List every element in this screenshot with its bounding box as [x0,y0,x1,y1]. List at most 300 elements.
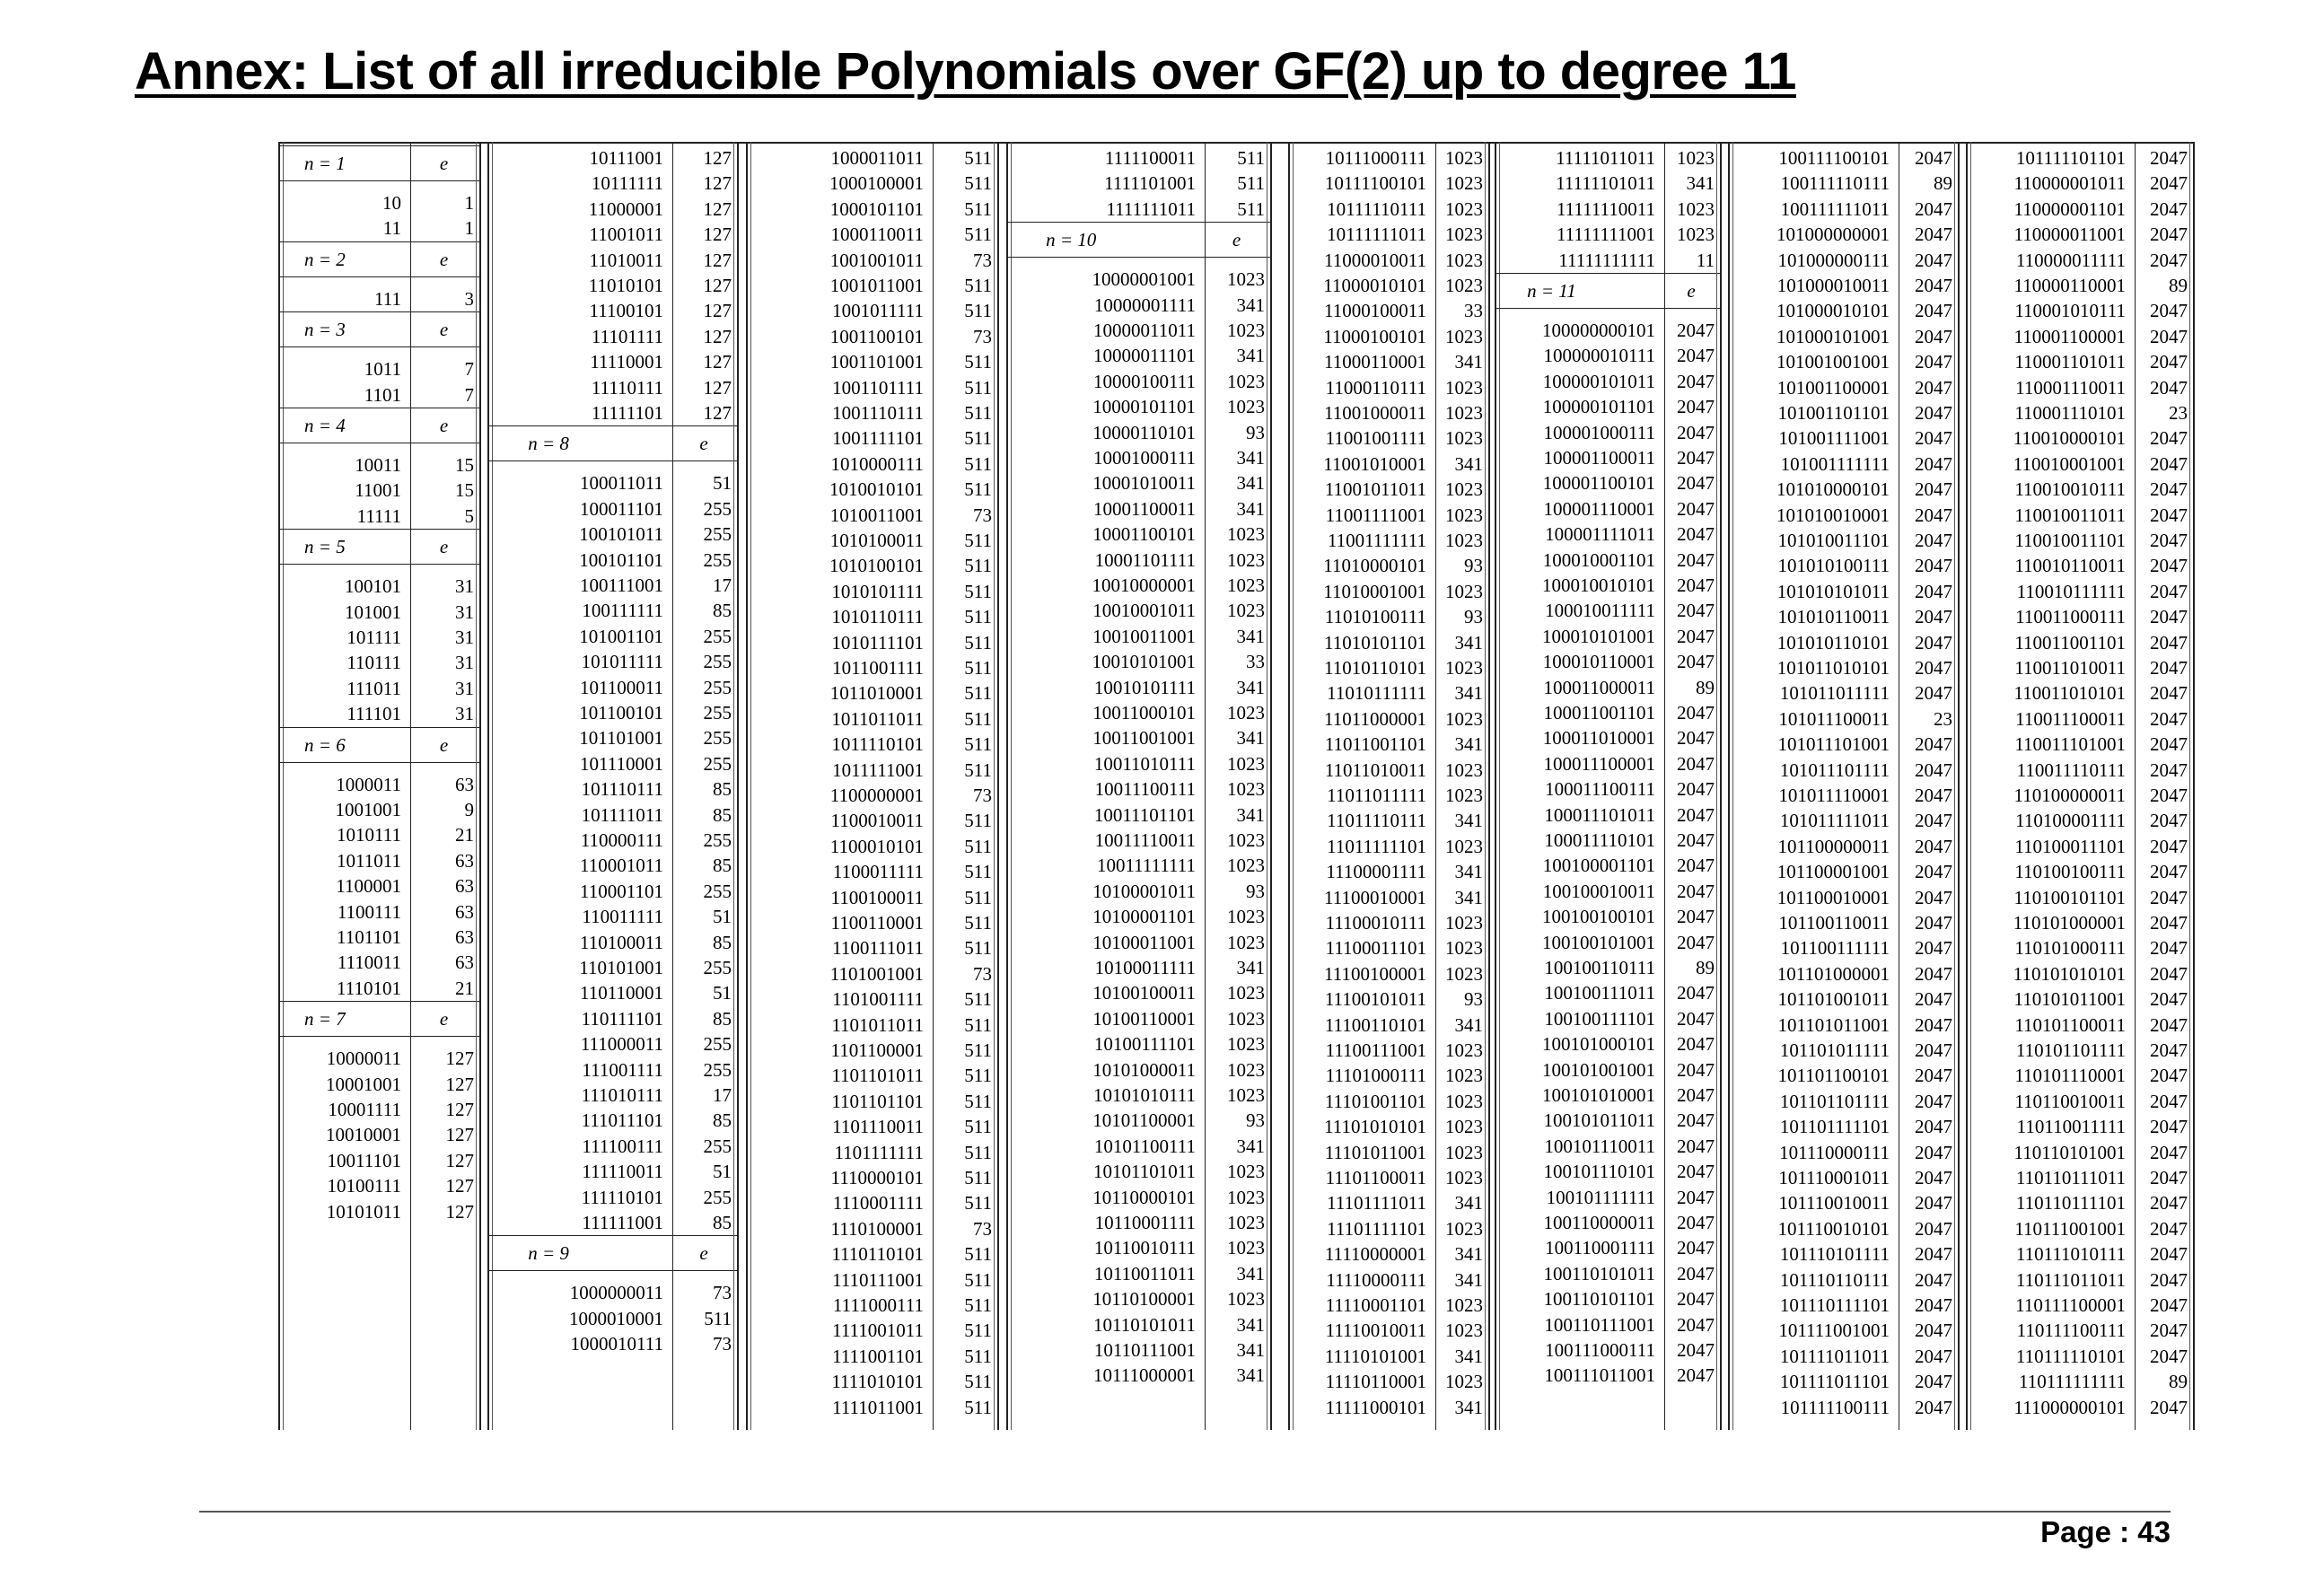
table-row [1290,1013,1488,1038]
polynomial-value: 10011101 [327,1149,401,1171]
exponent-value: 2047 [2150,835,2188,857]
polynomial-value: 101100110011 [1778,912,1890,934]
polynomial-value: 1101101101 [831,1090,924,1112]
table-row [1968,1293,2193,1318]
table-row [489,400,737,425]
polynomial-value: 101100010001 [1776,886,1890,908]
polynomial-value: 1100001 [336,875,401,898]
table-row [489,1031,737,1057]
table-row [1730,145,1958,171]
table-row [489,1306,737,1331]
exponent-value: 2047 [1915,504,1952,526]
polynomial-value: 11101111 [591,325,663,347]
table-row [748,680,997,706]
table-row [1968,1344,2193,1369]
exponent-value: 255 [703,651,732,673]
page-number [2040,1515,2171,1549]
table-row [1496,343,1720,368]
polynomial-value: 11000110001 [1324,351,1426,373]
table-row [1730,935,1958,960]
table-row [489,1108,737,1133]
exponent-value: 2047 [2150,224,2188,246]
polynomial-value: 1011111001 [832,759,924,781]
exponent-value: 255 [703,957,732,978]
table-row [1008,904,1270,929]
table-row [748,400,997,425]
exponent-value: 1023 [1227,702,1265,723]
exponent-value: 2047 [1677,829,1715,851]
polynomial-value: 11011011111 [1327,785,1426,806]
polynomial-value: 1010101111 [831,580,924,602]
polynomial-value: 101101001011 [1777,988,1890,1011]
exponent-value: 127 [703,224,732,246]
polynomial-value: 101000000111 [1777,249,1890,271]
polynomial-value: 10110100001 [1092,1288,1196,1311]
polynomial-value: 100011100111 [1545,778,1655,801]
exponent-value: 17 [713,1084,732,1106]
degree-header [280,727,479,763]
exponent-value: 511 [964,606,992,628]
polynomial-value: 110011111 [582,906,663,928]
table-row [1968,1038,2193,1063]
degree-header [280,1001,479,1037]
table-row [1290,630,1488,655]
table-row [1730,324,1958,349]
table-row [1968,503,2193,528]
table-row [280,574,479,599]
exponent-value: 2047 [2150,452,2188,475]
polynomial-value: 100000101101 [1542,396,1655,418]
polynomial-value: 1100111 [337,900,401,923]
table-row [489,1006,737,1031]
exponent-value: 2047 [1677,396,1715,418]
exponent-value: 2047 [1677,855,1715,877]
polynomial-value: 101110111101 [1779,1294,1890,1316]
exponent-value: 2047 [2150,249,2188,271]
exponent-value: 511 [964,197,992,220]
polynomial-value: 100111100101 [1778,147,1890,169]
table-row [1290,910,1488,935]
polynomial-value: 10000011 [326,1048,401,1070]
exponent-value: 51 [713,472,732,495]
table-row [280,772,479,797]
exponent-value: 2047 [1677,497,1715,520]
table-row [489,624,737,649]
exponent-value: 1023 [1445,580,1483,602]
exponent-value: 1023 [1677,197,1715,220]
exponent-value: 2047 [2150,912,2188,934]
table-row [1008,879,1270,904]
polynomial-value: 11111111001 [1556,224,1655,246]
polynomial-value: 101110001011 [1778,1167,1890,1188]
exponent-value: 2047 [2150,172,2188,195]
exponent-value: 2047 [1677,345,1715,367]
exponent-value: 2047 [1915,1345,1952,1367]
table-row [1008,1159,1270,1184]
polynomial-value: 1011110101 [831,733,924,756]
exponent-value: 1023 [1445,147,1483,169]
table-row [1496,1083,1720,1108]
polynomial-value: 110101010101 [2013,962,2126,985]
polynomial-value: 110110101001 [2013,1141,2126,1163]
table-row [1008,145,1270,171]
table-row [1968,706,2193,732]
table-row [1968,630,2193,655]
exponent-value: 511 [964,580,992,602]
polynomial-value: 101001001001 [1776,351,1890,373]
table-row [1730,758,1958,783]
exponent-value: 2047 [2150,1268,2188,1291]
polynomial-value: 10001010011 [1092,472,1196,495]
polynomial-value: 110010000101 [2013,427,2126,450]
polynomial-value: 1111000111 [832,1294,924,1316]
exponent-value: 511 [964,300,992,322]
polynomial-value: 101110010011 [1778,1192,1890,1215]
exponent-value: 93 [1464,606,1483,628]
degree-header [280,311,479,347]
table-row [748,145,997,171]
table-row [748,553,997,578]
polynomial-value: 11101111101 [1327,1217,1426,1240]
table-row [1730,783,1958,808]
exponent-value: 511 [964,733,992,756]
exponent-value: 1023 [1227,600,1265,622]
polynomial-value: 101111001001 [1778,1320,1890,1342]
exponent-header: e [1232,229,1241,251]
polynomial-value: 100110001111 [1545,1237,1655,1259]
polynomial-value: 100000101011 [1542,370,1655,392]
exponent-value: 2047 [2150,810,2188,832]
table-row [1008,171,1270,196]
polynomial-value: 110010011011 [2014,504,2126,526]
polynomial-value: 10000101101 [1092,396,1196,418]
exponent-value: 2047 [1915,1192,1952,1215]
table-row [489,853,737,878]
exponent-value: 2047 [2150,631,2188,653]
exponent-value: 341 [1454,1192,1483,1215]
table-row [1008,369,1270,394]
exponent-value: 1023 [1445,1294,1483,1316]
polynomial-value: 1001001 [335,799,401,820]
exponent-value: 63 [455,900,474,923]
polynomial-value: 11010001001 [1323,580,1426,602]
polynomial-value: 101000010011 [1776,275,1890,296]
exponent-value: 2047 [1677,803,1715,826]
polynomial-value: 11000110111 [1325,376,1426,399]
polynomial-value: 1001100101 [829,325,924,347]
polynomial-value: 101001111001 [1778,427,1890,450]
table-row [1968,171,2193,196]
polynomial-value: 100001100011 [1543,447,1655,469]
polynomial-value: 10001001 [326,1073,401,1095]
exponent-value: 2047 [1915,249,1952,271]
table-row [748,1063,997,1088]
exponent-value: 2047 [1677,1212,1715,1233]
exponent-value: 511 [964,937,992,960]
exponent-value: 63 [455,951,474,974]
table-row [1008,828,1270,853]
table-row [1730,425,1958,451]
exponent-value: 73 [973,504,992,526]
table-row [748,171,997,196]
polynomial-value: 101110001 [580,752,663,775]
exponent-value: 511 [964,1192,992,1215]
polynomial-value: 11010101101 [1324,631,1426,653]
table-row [1290,579,1488,604]
table-row [1496,980,1720,1005]
degree-label: n = 8 [528,433,569,455]
exponent-value: 2047 [2150,1116,2188,1138]
exponent-value: 63 [455,849,474,872]
table-row [1496,1185,1720,1210]
table-row [1008,675,1270,700]
exponent-value: 2047 [2150,1320,2188,1342]
table-row [1968,197,2193,222]
table-row [1730,1216,1958,1241]
table-row [1730,197,1958,222]
exponent-value: 89 [1934,172,1952,195]
polynomial-value: 11100101011 [1324,988,1426,1011]
exponent-value: 2047 [1915,376,1952,399]
polynomial-value: 111010111 [581,1084,663,1106]
polynomial-value: 100110101011 [1543,1262,1655,1285]
polynomial-value: 101011101111 [1779,759,1890,781]
polynomial-value: 110001110011 [2015,376,2126,399]
table-row [1496,1235,1720,1260]
exponent-value: 2047 [2150,988,2188,1011]
polynomial-value: 11011001101 [1324,733,1426,756]
polynomial-value: 101000010101 [1776,300,1890,322]
table-row [489,828,737,853]
polynomial-value: 10011110011 [1094,829,1196,851]
polynomial-value: 110111111111 [2019,1371,2126,1393]
polynomial-value: 1101110011 [832,1116,924,1138]
table-row [1290,655,1488,680]
exponent-value: 63 [455,875,474,898]
table-row [280,1173,479,1198]
table-row [489,776,737,802]
table-row [748,1140,997,1165]
exponent-value: 511 [964,452,992,475]
polynomial-value: 101101001 [579,727,663,750]
polynomial-value: 10 [382,192,401,214]
polynomial-value: 110000110001 [2013,275,2126,296]
table-row [1290,1114,1488,1139]
polynomial-value: 110100100111 [2014,861,2126,883]
table-row [748,1013,997,1038]
polynomial-value: 100001000111 [1543,421,1655,443]
polynomial-value: 110110111101 [2015,1192,2126,1215]
table-row [748,273,997,298]
table-row [280,701,479,726]
polynomial-value: 10010011001 [1092,625,1196,647]
table-row [748,222,997,247]
exponent-value: 15 [455,454,474,476]
polynomial-value: 11110001 [590,351,663,373]
polynomial-value: 1100100011 [830,886,924,908]
polynomial-value: 11101000111 [1325,1065,1426,1087]
exponent-value: 2047 [1915,962,1952,985]
exponent-value: 1023 [1227,1007,1265,1030]
exponent-value: 2047 [2150,478,2188,501]
table-row [748,579,997,604]
table-row [489,751,737,776]
polynomial-value: 11100011101 [1325,937,1426,960]
exponent-value: 23 [1934,707,1952,730]
table-row [1008,1031,1270,1057]
table-row [1496,470,1720,495]
exponent-value: 2047 [1915,810,1952,832]
polynomial-value: 100110000011 [1543,1212,1655,1233]
exponent-value: 2047 [1915,351,1952,373]
degree-label: n = 10 [1046,229,1097,251]
exponent-value: 2047 [2150,555,2188,577]
exponent-value: 511 [964,1141,992,1163]
exponent-value: 511 [964,886,992,908]
polynomial-value: 1000100001 [829,172,924,195]
polynomial-value: 10100111 [327,1175,401,1197]
polynomial-value: 11001000011 [1324,402,1426,424]
table-row [1008,1210,1270,1235]
exponent-value: 2047 [2150,1167,2188,1188]
exponent-value: 1023 [1227,320,1265,341]
exponent-value: 2047 [1915,1141,1952,1163]
exponent-header: e [699,1242,708,1265]
polynomial-value: 10101101011 [1093,1161,1196,1183]
table-row [1008,1337,1270,1363]
polynomial-value: 10010001011 [1092,600,1196,622]
exponent-value: 85 [713,855,732,877]
exponent-value: 255 [703,1058,732,1081]
table-row [489,1134,737,1159]
exponent-value: 255 [703,497,732,520]
exponent-value: 85 [713,931,732,953]
exponent-value: 511 [964,1243,992,1266]
exponent-value: 341 [1236,625,1265,647]
table-row [748,655,997,680]
exponent-value: 511 [964,1065,992,1087]
polynomial-value: 111000000101 [2013,1396,2126,1418]
table-row [1290,375,1488,400]
polynomial-value: 101100001001 [1776,861,1890,883]
polynomial-value: 10111110111 [1327,197,1426,220]
exponent-value: 15 [455,479,474,502]
table-row [748,248,997,273]
exponent-value: 1023 [1227,396,1265,418]
exponent-value: 2047 [1915,1039,1952,1061]
exponent-value: 31 [455,703,474,725]
polynomial-value: 101111011011 [1779,1345,1890,1367]
exponent-value: 2047 [2150,657,2188,679]
table-row [280,504,479,529]
table-row [1730,808,1958,833]
exponent-value: 2047 [2150,1013,2188,1036]
exponent-value: 51 [713,982,732,1004]
polynomial-value: 10001100011 [1093,497,1196,520]
table-row [1496,394,1720,419]
polynomial-value: 100101011 [579,523,663,546]
polynomial-value: 10110010111 [1093,1237,1196,1259]
exponent-value: 1023 [1445,275,1483,296]
polynomial-value: 100001111011 [1545,523,1655,546]
exponent-value: 21 [455,824,474,846]
polynomial-value: 10110011011 [1093,1262,1196,1285]
polynomial-value: 101110111 [581,778,663,801]
table-row [1290,1140,1488,1165]
polynomial-value: 110011110111 [2016,759,2126,781]
polynomial-value: 11001011 [589,224,663,246]
exponent-value: 511 [1237,197,1265,220]
table-row [1730,885,1958,910]
degree-header [280,529,479,565]
table-row [1730,1344,1958,1369]
polynomial-value: 110001100001 [2013,325,2126,347]
exponent-value: 2047 [2150,962,2188,985]
polynomial-value: 11101010101 [1324,1116,1426,1138]
table-row [748,528,997,553]
table-row [1968,1140,2193,1165]
exponent-value: 2047 [2150,1039,2188,1061]
exponent-value: 341 [1454,452,1483,475]
exponent-value: 21 [455,977,474,999]
table-row [280,625,479,650]
exponent-value: 2047 [1677,600,1715,622]
polynomial-value: 11111011011 [1556,147,1655,169]
exponent-value: 2047 [2150,707,2188,730]
polynomial-value: 11111000101 [1325,1396,1426,1418]
polynomial-value: 111110011 [582,1161,663,1183]
exponent-value: 2047 [1915,861,1952,883]
polynomial-value: 1101001001 [829,962,924,985]
polynomial-value: 10110000101 [1092,1186,1196,1208]
exponent-value: 2047 [1915,580,1952,602]
table-row [1290,273,1488,298]
table-row [1730,1241,1958,1267]
polynomial-value: 101110000111 [1779,1141,1890,1163]
table-row [1496,522,1720,547]
table-row [748,1318,997,1343]
exponent-value: 1023 [1445,912,1483,934]
exponent-value: 511 [964,707,992,730]
exponent-value: 2047 [1915,912,1952,934]
exponent-value: 511 [964,1371,992,1393]
degree-header [489,1235,737,1271]
table-row [1496,624,1720,649]
table-row [1730,1063,1958,1088]
table-row [1730,910,1958,935]
exponent-value: 1023 [1445,1039,1483,1061]
polynomial-value: 100010001101 [1542,548,1655,571]
table-row [1008,1006,1270,1031]
table-row [1290,477,1488,502]
exponent-value: 2047 [1915,147,1952,169]
polynomial-value: 11110001101 [1325,1294,1426,1316]
polynomial-value: 10011010111 [1093,752,1196,775]
polynomial-value: 11000001 [588,197,663,220]
table-row [1968,528,2193,553]
table-row [1008,776,1270,802]
polynomial-value: 1010100011 [829,530,924,551]
polynomial-value: 101110101111 [1779,1243,1890,1266]
polynomial-value: 11100110101 [1324,1013,1426,1036]
table-row [748,630,997,655]
exponent-value: 1023 [1445,1065,1483,1087]
table-row [1008,1261,1270,1286]
exponent-value: 511 [964,861,992,883]
polynomial-value: 11000010101 [1323,275,1426,296]
polynomial-value: 1001101111 [832,376,924,399]
polynomial-value: 10010000001 [1092,574,1196,596]
